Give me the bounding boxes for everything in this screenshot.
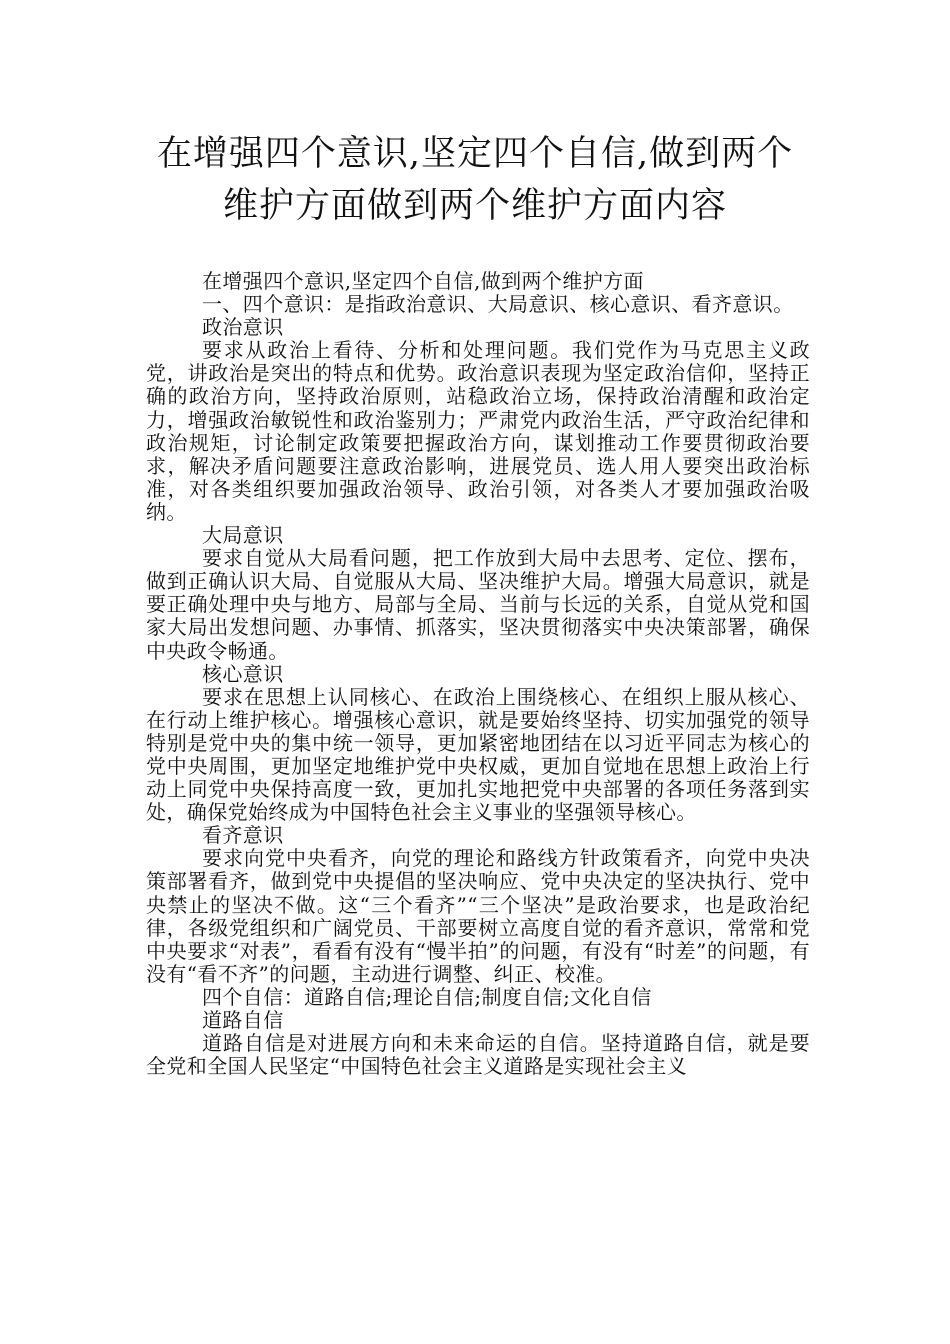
paragraph-path: 道路自信是对进展方向和未来命运的自信。坚持道路自信，就是要全党和全国人民坚定“中国特色社会主义道路是实现社会主义 <box>146 1031 810 1079</box>
section-heading-alignment: 看齐意识 <box>202 823 284 848</box>
intro-line: 在增强四个意识,坚定四个自信,做到两个维护方面 <box>202 269 644 293</box>
paragraph-overall: 要求自觉从大局看问题，把工作放到大局中去思考、定位、摆布，做到正确认识大局、自觉服从大局、坚决维护大局。增强大局意识，就是要正确处理中央与地方、局部与全局、当前与长远的关系，自觉从党和国家大局出发想问题、办事情、抓落实，坚决贯彻落实中央决策部署，确保中央政令畅通。 <box>146 546 810 663</box>
section-heading-core: 核心意识 <box>202 661 284 686</box>
paragraph-alignment: 要求向党中央看齐，向党的理论和路线方针政策看齐，向党中央决策部署看齐，做到党中央提倡的坚决响应、党中央决定的坚决执行、党中央禁止的坚决不做。这“三个看齐”“三个坚决”是政治要求，也是政治纪律，各级党组织和广阔党员、干部要树立高度自觉的看齐意识，常常和党中央要求“对表”，看看有没有“慢半拍”的问题，有没有“时差”的问题，有没有“看不齐”的问题，主动进行调整、纠正、校准。 <box>146 846 810 986</box>
four-consciousness-definition: 一、四个意识：是指政治意识、大局意识、核心意识、看齐意识。 <box>202 292 794 317</box>
four-confidences-line: 四个自信：道路自信;理论自信;制度自信;文化自信 <box>202 984 652 1009</box>
document-body <box>146 270 810 1078</box>
section-heading-overall: 大局意识 <box>202 523 284 548</box>
section-heading-political: 政治意识 <box>202 315 284 340</box>
section-heading-path: 道路自信 <box>202 1008 284 1032</box>
title-line-1: 在增强四个意识,坚定四个自信,做到两个 <box>156 134 794 174</box>
paragraph-core: 要求在思想上认同核心、在政治上围绕核心、在组织上服从核心、在行动上维护核心。增强核心意识，就是要始终坚持、切实加强党的领导特别是党中央的集中统一领导，更加紧密地团结在以习近平同志为核心的党中央周围，更加坚定地维护党中央权威，更加自觉地在思想上政治上行动上同党中央保持高度一致，更加扎实地把党中央部署的各项任务落到实处，确保党始终成为中国特色社会主义事业的坚强领导核心。 <box>146 684 810 825</box>
paragraph-political: 要求从政治上看待、分析和处理问题。我们党作为马克思主义政党，讲政治是突出的特点和优势。政治意识表现为坚定政治信仰，坚持正确的政治方向，坚持政治原则，站稳政治立场，保持政治清醒和政治定力，增强政治敏锐性和政治鉴别力；严肃党内政治生活，严守政治纪律和政治规矩，讨论制定政策要把握政治方向，谋划推动工作要贯彻政治要求，解决矛盾问题要注意政治影响，进展党员、选人用人要突出政治标准，对各类组织要加强政治领导、政治引领，对各类人才要加强政治吸纳。 <box>146 338 810 524</box>
document-title <box>120 128 830 232</box>
title-line-2: 维护方面做到两个维护方面内容 <box>222 186 727 226</box>
